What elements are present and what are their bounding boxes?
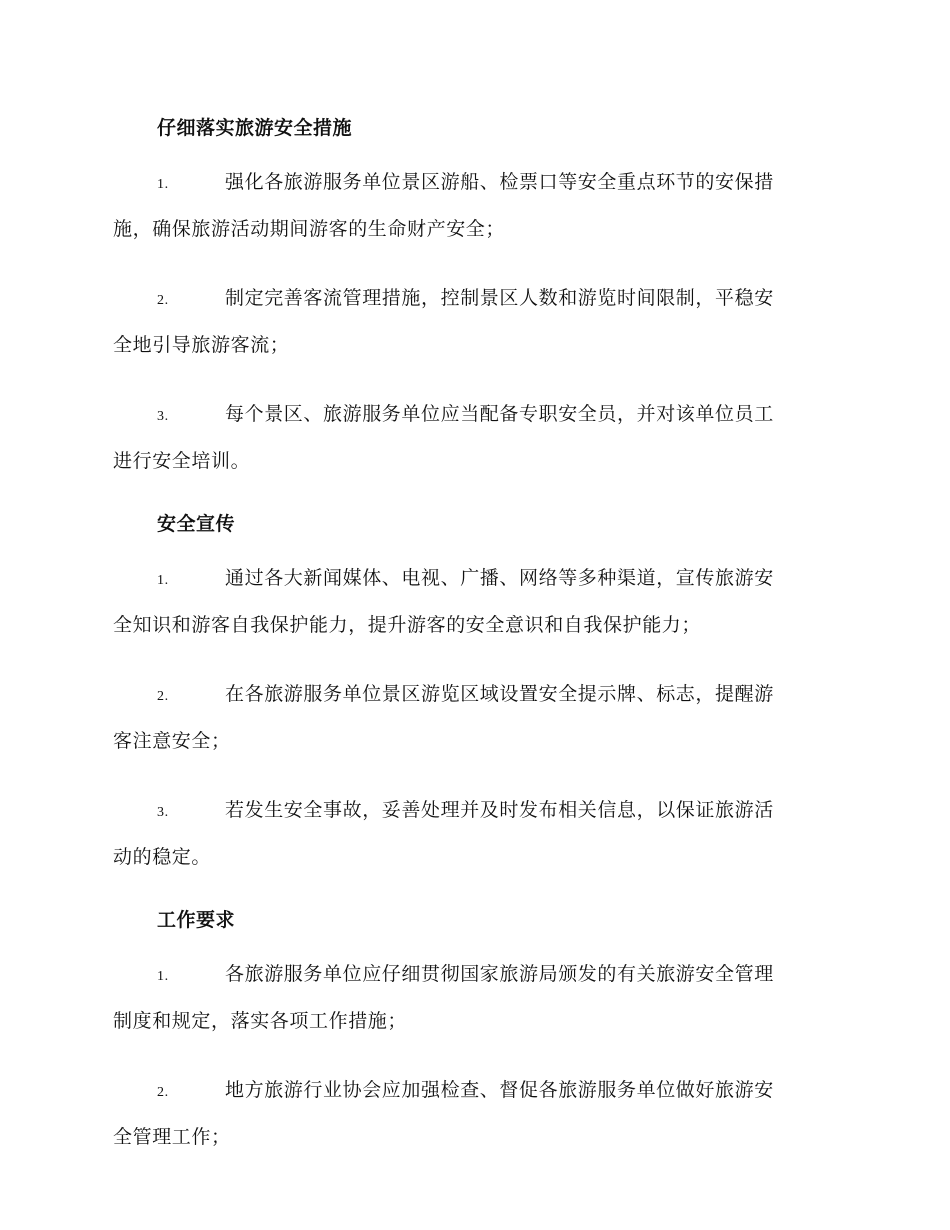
list-item-first-line [113,160,833,207]
list-item-first-line [113,952,833,999]
list-text-line2: 进行安全培训。 [113,450,251,472]
list-text-line2: 动的稳定。 [113,846,212,868]
list-text-line2: 客注意安全； [113,730,231,752]
list-text-line2: 全地引导旅游客流； [113,334,290,356]
list-item-first-line [113,788,833,835]
list-number: 1. [157,573,169,588]
list-text-line1: 各旅游服务单位应仔细贯彻国家旅游局颁发的有关旅游安全管理 [225,963,774,985]
list-number: 1. [157,969,169,984]
section-heading: 工作要求 [157,909,236,931]
list-item [113,672,833,763]
list-text-line1: 每个景区、旅游服务单位应当配备专职安全员，并对该单位员工 [225,403,774,425]
list-number: 1. [157,177,169,192]
list-number: 2. [157,293,169,308]
list-item [113,276,833,367]
list-item [113,392,833,483]
list-item-first-line [113,392,833,439]
list-text-line2: 制度和规定，落实各项工作措施； [113,1010,408,1032]
list-text-line1: 地方旅游行业协会应加强检查、督促各旅游服务单位做好旅游安 [225,1079,774,1101]
list-text-line2: 全知识和游客自我保护能力，提升游客的安全意识和自我保护能力； [113,614,702,636]
list-item [113,160,833,251]
section-work-requirements [113,904,833,1159]
list-item-first-line [113,672,833,719]
list-text-line2: 全管理工作； [113,1126,231,1148]
list-item-first-line [113,556,833,603]
section-heading: 仔细落实旅游安全措施 [157,117,353,139]
list-text-line1: 制定完善客流管理措施，控制景区人数和游览时间限制，平稳安 [225,287,774,309]
document-body [113,112,833,1184]
list-text-line2: 施，确保旅游活动期间游客的生命财产安全； [113,218,506,240]
list-item [113,952,833,1043]
list-number: 3. [157,805,169,820]
section-safety-measures [113,112,833,483]
list-item [113,556,833,647]
section-safety-publicity [113,508,833,879]
list-number: 3. [157,409,169,424]
list-text-line1: 通过各大新闻媒体、电视、广播、网络等多种渠道，宣传旅游安 [225,567,774,589]
list-item [113,1068,833,1159]
list-item-first-line [113,1068,833,1115]
list-text-line1: 强化各旅游服务单位景区游船、检票口等安全重点环节的安保措 [225,171,774,193]
list-number: 2. [157,1085,169,1100]
list-text-line1: 若发生安全事故，妥善处理并及时发布相关信息，以保证旅游活 [225,799,774,821]
list-item [113,788,833,879]
list-number: 2. [157,689,169,704]
list-text-line1: 在各旅游服务单位景区游览区域设置安全提示牌、标志，提醒游 [225,683,774,705]
list-item-first-line [113,276,833,323]
section-heading: 安全宣传 [157,513,236,535]
